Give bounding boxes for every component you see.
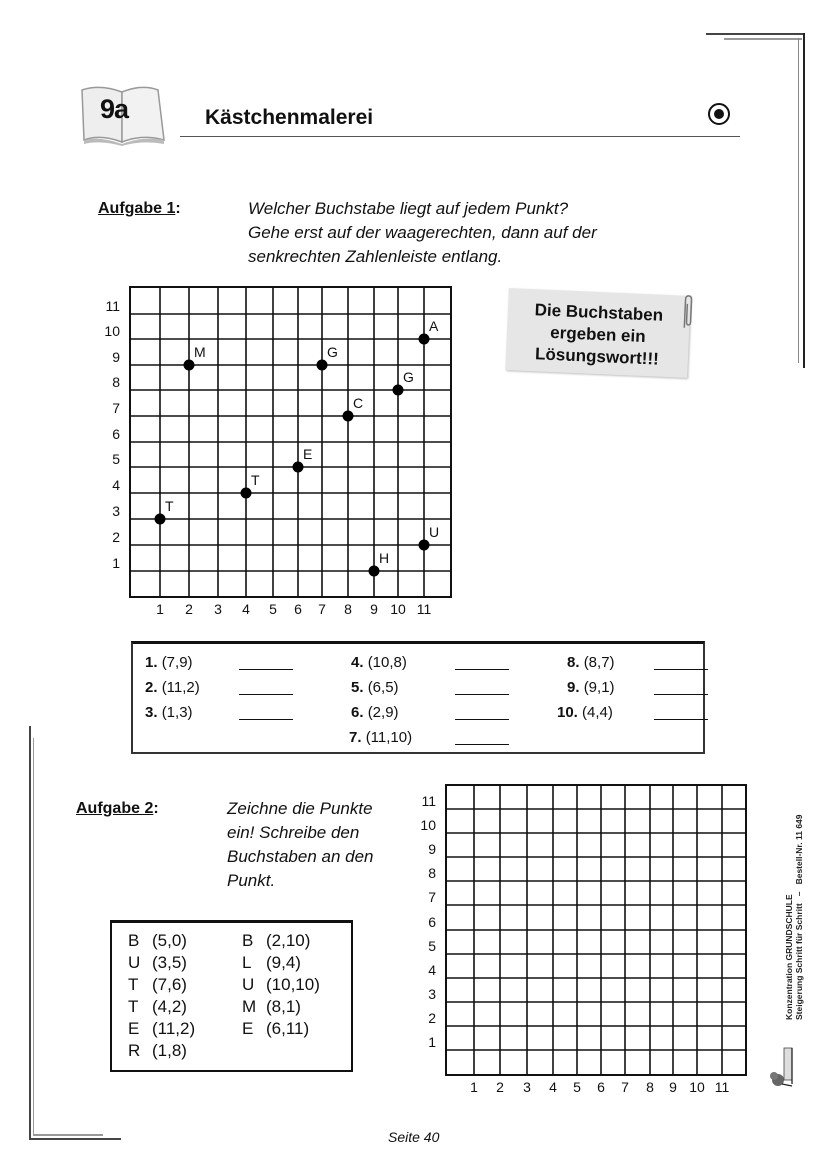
answer-coordinate: (4,4)	[582, 704, 613, 721]
word-letter: U	[128, 953, 141, 972]
grid2-y-tick: 3	[428, 986, 436, 1002]
grid2-y-tick: 6	[428, 914, 436, 930]
grid1-point	[241, 488, 252, 499]
answer-blank[interactable]	[654, 682, 708, 695]
word-letter: T	[128, 997, 139, 1016]
answer-row	[351, 679, 399, 696]
grid1-x-tick: 9	[370, 601, 378, 617]
answer-number: 3.	[145, 704, 162, 721]
grid1-point-label: C	[353, 395, 364, 411]
answer-row	[349, 729, 412, 746]
grid2-y-tick: 1	[428, 1034, 436, 1050]
answer-blank[interactable]	[654, 657, 708, 670]
task1-instruction-line: Gehe erst auf der waagerechten, dann auf der	[248, 223, 597, 242]
word-letter: L	[242, 953, 252, 972]
answer-coordinate: (9,1)	[583, 679, 615, 696]
grid1-x-tick: 10	[390, 601, 406, 617]
word-letter: B	[242, 931, 254, 950]
grid1-point-label: E	[303, 446, 313, 462]
grid2-y-tick: 9	[428, 841, 436, 857]
frame-bottom-inner	[33, 1134, 103, 1136]
grid2-x-tick: 1	[470, 1079, 478, 1095]
answer-coordinate: (8,7)	[583, 654, 615, 671]
word-coordinate: (8,1)	[266, 997, 301, 1016]
grid1-x-tick: 7	[318, 601, 326, 617]
grid1-point-label: G	[403, 369, 414, 385]
answer-number: 10.	[557, 704, 583, 721]
grid1-point-label: T	[251, 472, 260, 488]
task1-label-word: Aufgabe 1	[98, 200, 176, 217]
answer-coordinate: (7,9)	[161, 654, 193, 671]
grid1-y-tick: 7	[112, 400, 120, 416]
word-coordinate: (7,6)	[152, 975, 187, 994]
grid1-point	[419, 540, 430, 551]
grid1-point-label: M	[194, 344, 206, 360]
grid1-point	[419, 334, 430, 345]
grid1-point-label: G	[327, 344, 338, 360]
answer-blank[interactable]	[239, 657, 293, 670]
publisher-logo-icon	[768, 1046, 796, 1088]
word-coordinate: (2,10)	[266, 931, 311, 950]
grid1-x-tick: 5	[269, 601, 277, 617]
word-coordinate: (10,10)	[266, 975, 320, 994]
task2-label-word: Aufgabe 2	[76, 800, 154, 817]
grid1-x-tick: 8	[344, 601, 352, 617]
page-number: Seite 40	[388, 1129, 440, 1145]
grid1-point-label: T	[165, 498, 174, 514]
frame-bottom-outer	[29, 1138, 121, 1140]
paperclip-icon	[681, 294, 695, 330]
grid1-y-tick: 5	[112, 451, 120, 467]
sidebar-subtitle: Steigerung Schritt für Schritt	[794, 903, 804, 1020]
answer-number: 5.	[351, 679, 368, 696]
grid2-y-tick: 10	[420, 817, 436, 833]
grid1-point	[184, 360, 195, 371]
word-coordinate: (4,2)	[152, 997, 187, 1016]
answer-row	[351, 704, 399, 721]
grid1-x-tick: 2	[185, 601, 193, 617]
answer-number: 4.	[351, 654, 368, 671]
note-line: Die Buchstaben	[534, 300, 664, 325]
answer-coordinate: (2,9)	[367, 704, 399, 721]
grid1-point	[343, 411, 354, 422]
answer-blank[interactable]	[654, 707, 708, 720]
answer-number: 1.	[145, 654, 162, 671]
answer-row	[567, 679, 615, 696]
sidebar-series: Konzentration GRUNDSCHULE	[784, 894, 794, 1020]
sidebar-separator: –	[794, 891, 804, 897]
grid2-y-tick: 11	[421, 793, 436, 809]
answer-row	[557, 704, 613, 721]
grid1-y-tick: 9	[112, 349, 120, 365]
grid1-point	[393, 385, 404, 396]
answer-row	[145, 679, 200, 696]
grid1-point-label: A	[429, 318, 439, 334]
answer-blank[interactable]	[455, 657, 509, 670]
word-coordinate: (6,11)	[266, 1019, 310, 1038]
answer-coordinate: (11,2)	[161, 679, 200, 696]
grid1-y-tick: 10	[104, 323, 120, 339]
sidebar-order-number: Bestell-Nr. 11 649	[794, 814, 804, 885]
grid1-y-tick: 8	[112, 374, 120, 390]
word-coordinate: (11,2)	[152, 1019, 196, 1038]
task2-instruction-line: Zeichne die Punkte	[227, 799, 373, 818]
grid1-point	[155, 514, 166, 525]
grid1-x-tick: 4	[242, 601, 250, 617]
answer-blank[interactable]	[239, 682, 293, 695]
answer-coordinate: (6,5)	[367, 679, 399, 696]
grid1-x-tick: 11	[416, 601, 432, 617]
answer-box	[131, 641, 705, 754]
grid2-x-tick: 11	[714, 1079, 730, 1095]
grid2-x-tick: 2	[496, 1079, 504, 1095]
answer-row	[145, 704, 193, 721]
answer-row	[351, 654, 407, 671]
grid2-x-tick: 5	[573, 1079, 581, 1095]
grid2-x-tick: 6	[597, 1079, 605, 1095]
grid2-y-tick: 7	[428, 889, 436, 905]
answer-blank[interactable]	[455, 707, 509, 720]
grid1-point	[293, 462, 304, 473]
grid1-x-tick: 3	[214, 601, 222, 617]
chapter-badge: 9a	[100, 94, 129, 124]
grid2-y-tick: 4	[428, 962, 436, 978]
note-line: Lösungswort!!!	[534, 344, 660, 369]
task1-label-colon: :	[175, 200, 181, 217]
word-coordinate: (3,5)	[152, 953, 187, 972]
task2-instruction-line: Buchstaben an den	[227, 847, 374, 866]
task2-label-colon: :	[153, 800, 159, 817]
answer-number: 2.	[145, 679, 162, 696]
word-letter: T	[128, 975, 139, 994]
answer-row	[145, 654, 193, 671]
task2-instruction-line: Punkt.	[227, 871, 276, 890]
task1-instruction-line: senkrechten Zahlenleiste entlang.	[248, 247, 503, 266]
grid1-y-tick: 11	[105, 298, 120, 314]
task2-instruction-line: ein! Schreibe den	[227, 823, 360, 842]
publisher-sidebar	[784, 814, 804, 1020]
grid1-point-label: H	[379, 550, 390, 566]
answer-blank[interactable]	[455, 732, 509, 745]
word-letter: R	[128, 1041, 141, 1060]
grid1-y-tick: 1	[112, 555, 120, 571]
answer-row	[567, 654, 615, 671]
note-line: ergeben ein	[549, 322, 647, 347]
word-letter: E	[242, 1019, 254, 1038]
grid2-y-tick: 5	[428, 938, 436, 954]
word-letter: U	[242, 975, 255, 994]
grid2-x-tick: 4	[549, 1079, 557, 1095]
grid2-x-tick: 3	[523, 1079, 531, 1095]
grid1-x-tick: 6	[294, 601, 302, 617]
grid1-x-tick: 1	[156, 601, 164, 617]
grid2-x-tick: 7	[621, 1079, 629, 1095]
grid1-point	[369, 566, 380, 577]
answer-blank[interactable]	[455, 682, 509, 695]
grid1-point	[317, 360, 328, 371]
page-title: Kästchenmalerei	[205, 106, 374, 129]
answer-coordinate: (1,3)	[161, 704, 193, 721]
grid2-y-tick: 2	[428, 1010, 436, 1026]
grid2-x-tick: 8	[646, 1079, 654, 1095]
sticky-note	[505, 288, 690, 378]
word-coordinate: (5,0)	[152, 931, 187, 950]
word-coordinate: (9,4)	[266, 953, 301, 972]
answer-number: 7.	[349, 729, 366, 746]
word-coordinate: (1,8)	[152, 1041, 187, 1060]
note-text	[506, 298, 691, 372]
grid1-y-tick: 6	[112, 426, 120, 442]
answer-blank[interactable]	[239, 707, 293, 720]
answer-coordinate: (11,10)	[365, 729, 413, 746]
grid2-y-tick: 8	[428, 865, 436, 881]
grid1-y-tick: 3	[112, 503, 120, 519]
grid1-y-tick: 4	[112, 477, 120, 493]
word-letter: B	[128, 931, 140, 950]
coordinate-grid-task2[interactable]	[0, 760, 827, 1105]
answer-number: 8.	[567, 654, 584, 671]
grid1-point-label: U	[429, 524, 440, 540]
answer-number: 6.	[351, 704, 368, 721]
grid2-x-tick: 9	[669, 1079, 677, 1095]
grid2-x-tick: 10	[689, 1079, 705, 1095]
word-letter: E	[128, 1019, 140, 1038]
answer-coordinate: (10,8)	[367, 654, 407, 671]
word-letter: M	[242, 997, 257, 1016]
task1-instruction-line: Welcher Buchstabe liegt auf jedem Punkt?	[248, 199, 569, 218]
answer-number: 9.	[567, 679, 584, 696]
grid1-y-tick: 2	[112, 529, 120, 545]
